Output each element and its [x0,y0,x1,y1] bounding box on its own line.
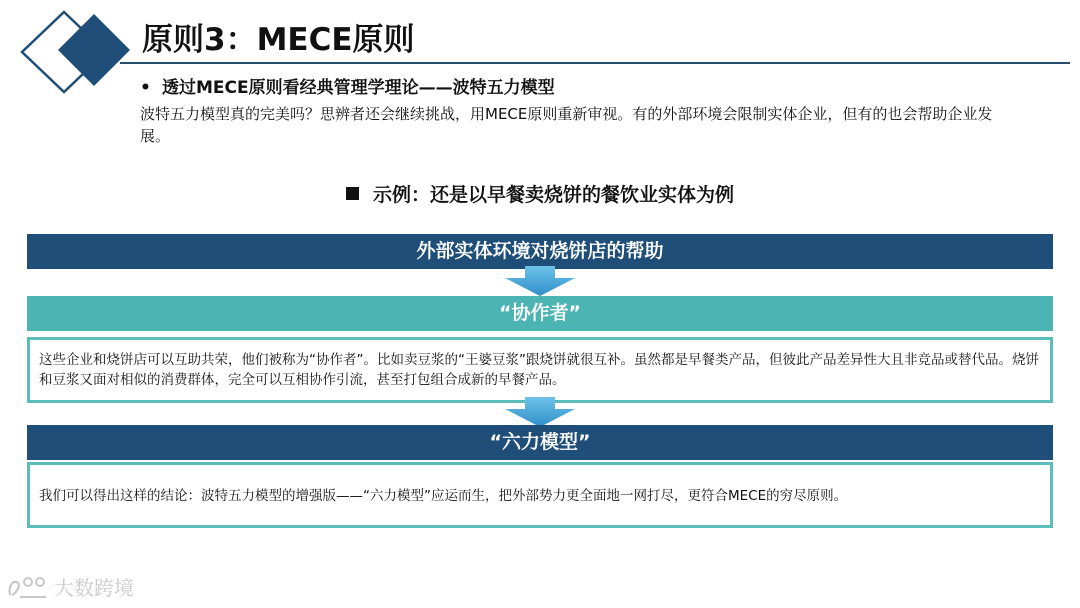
bullet-heading [140,73,555,98]
bullet-heading-text: 透过MECE原则看经典管理学理论——波特五力模型 [162,78,555,98]
collaborator-description-box [27,337,1053,403]
conclusion-text: 我们可以得出这样的结论：波特五力模型的增强版——“六力模型”应运而生，把外部势力更全面地一网打尽，更符合MECE的穷尽原则。 [39,488,848,504]
flow-bar-collaborator: “协作者” [27,296,1053,331]
intro-paragraph: 波特五力模型真的完美吗？思辨者还会继续挑战，用MECE原则重新审视。有的外部环境会限制实体企业，但有的也会帮助企业发展。 [140,105,993,145]
watermark-text: 大数跨境 [54,576,134,600]
collaborator-description-text: 这些企业和烧饼店可以互助共荣，他们被称为“协作者”。比如卖豆浆的“王婆豆浆”跟烧饼就很互补。虽然都是早餐类产品，但彼此产品差异性大且非竞品或替代品。烧饼和豆浆又面对相似的消费群体，完全可以互相协作引流，甚至打包组合成新的早餐产品。 [39,352,1039,388]
flow-bar-six-forces: “六力模型” [27,425,1053,460]
title-divider [120,62,1070,64]
watermark-logo-icon [6,573,50,601]
square-bullet-icon [346,187,359,200]
page-title: 原则3：MECE原则 [142,22,415,58]
down-arrow-icon [505,397,575,427]
diamonds-logo-icon [16,8,136,94]
down-arrow-icon [505,266,575,296]
example-heading-text: 示例：还是以早餐卖烧饼的餐饮业实体为例 [372,184,734,206]
watermark [6,572,134,602]
bullet-dot-icon: • [140,78,151,98]
flow-bar-help: 外部实体环境对烧饼店的帮助 [27,234,1053,269]
conclusion-box [27,462,1053,528]
example-heading [0,180,1080,207]
